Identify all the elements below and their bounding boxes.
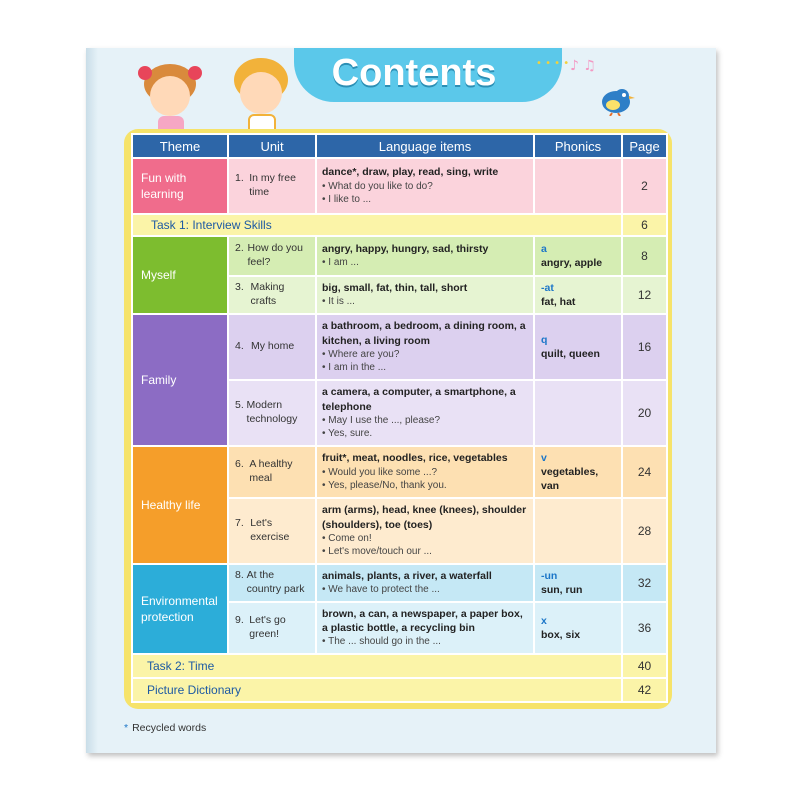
girl-illustration <box>140 62 200 134</box>
language-cell: a bathroom, a bedroom, a dining room, a kitchen, a living room • Where are you? • I am in the ... <box>316 314 534 380</box>
page-number: 24 <box>622 446 667 498</box>
page-number: 20 <box>622 380 667 446</box>
theme-cell: Environmental protection <box>132 564 228 654</box>
table-row <box>132 158 667 214</box>
page-number: 12 <box>622 276 667 314</box>
language-cell: dance*, draw, play, read, sing, write • What do you like to do? • I like to ... <box>316 158 534 214</box>
phonics-cell <box>534 380 622 446</box>
table-row <box>132 564 667 602</box>
footnote <box>124 722 206 734</box>
table-row <box>132 314 667 380</box>
unit-cell: 8. At the country park <box>228 564 316 602</box>
phonics-cell <box>534 498 622 564</box>
phonics-cell: x box, six <box>534 602 622 654</box>
page-number: 42 <box>622 678 667 702</box>
language-cell: animals, plants, a river, a waterfall • We have to protect the ... <box>316 564 534 602</box>
phonics-cell <box>534 158 622 214</box>
task-label: Task 2: Time <box>132 654 622 678</box>
page-number: 6 <box>622 214 667 236</box>
unit-cell: 7. Let's exercise <box>228 498 316 564</box>
page-number: 16 <box>622 314 667 380</box>
page-number: 36 <box>622 602 667 654</box>
task-label: Task 1: Interview Skills <box>132 214 622 236</box>
unit-cell: 3. Making crafts <box>228 276 316 314</box>
page-number: 40 <box>622 654 667 678</box>
header-theme: Theme <box>132 134 228 158</box>
theme-cell: Family <box>132 314 228 446</box>
unit-cell: 9. Let's go green! <box>228 602 316 654</box>
theme-cell: Fun with learning <box>132 158 228 214</box>
page-number: 8 <box>622 236 667 276</box>
header-page: Page <box>622 134 667 158</box>
asterisk: * <box>124 722 129 734</box>
language-cell: fruit*, meat, noodles, rice, vegetables • Would you like some ...? • Yes, please/No, thank you. <box>316 446 534 498</box>
table-row <box>132 446 667 498</box>
boy-illustration <box>232 58 290 132</box>
page-number: 32 <box>622 564 667 602</box>
phonics-cell: q quilt, queen <box>534 314 622 380</box>
phonics-cell: -un sun, run <box>534 564 622 602</box>
footnote-text: Recycled words <box>132 722 207 734</box>
music-notes-icon: ♪ ♫ <box>570 58 596 74</box>
dictionary-label: Picture Dictionary <box>132 678 622 702</box>
phonics-cell: a angry, apple <box>534 236 622 276</box>
contents-table <box>131 133 668 703</box>
decorative-dots: • • • • <box>536 58 570 69</box>
task-row <box>132 214 667 236</box>
header-unit: Unit <box>228 134 316 158</box>
language-cell: arm (arms), head, knee (knees), shoulder (shoulders), toe (toes) • Come on! • Let's move/touch our ... <box>316 498 534 564</box>
language-cell: big, small, fat, thin, tall, short • It is ... <box>316 276 534 314</box>
header-language-items: Language items <box>316 134 534 158</box>
unit-cell: 6. A healthy meal <box>228 446 316 498</box>
header-row <box>132 134 667 158</box>
table-row <box>132 236 667 276</box>
language-cell: a camera, a computer, a smartphone, a telephone • May I use the ..., please? • Yes, sure. <box>316 380 534 446</box>
page-title: Contents <box>331 52 497 94</box>
theme-cell: Healthy life <box>132 446 228 564</box>
language-cell: brown, a can, a newspaper, a paper box, a plastic bottle, a recycling bin • The ... should go in the ... <box>316 602 534 654</box>
phonics-cell: v vegetables, van <box>534 446 622 498</box>
header-phonics: Phonics <box>534 134 622 158</box>
bird-icon <box>596 84 636 116</box>
page-number: 2 <box>622 158 667 214</box>
unit-cell: 5. Modern technology <box>228 380 316 446</box>
unit-cell: 2. How do you feel? <box>228 236 316 276</box>
page-fold <box>86 48 98 753</box>
task-row <box>132 654 667 678</box>
unit-cell: 4. My home <box>228 314 316 380</box>
theme-cell: Myself <box>132 236 228 314</box>
page-number: 28 <box>622 498 667 564</box>
phonics-cell: -at fat, hat <box>534 276 622 314</box>
dictionary-row <box>132 678 667 702</box>
unit-cell: 1. In my free time <box>228 158 316 214</box>
language-cell: angry, happy, hungry, sad, thirsty • I am ... <box>316 236 534 276</box>
